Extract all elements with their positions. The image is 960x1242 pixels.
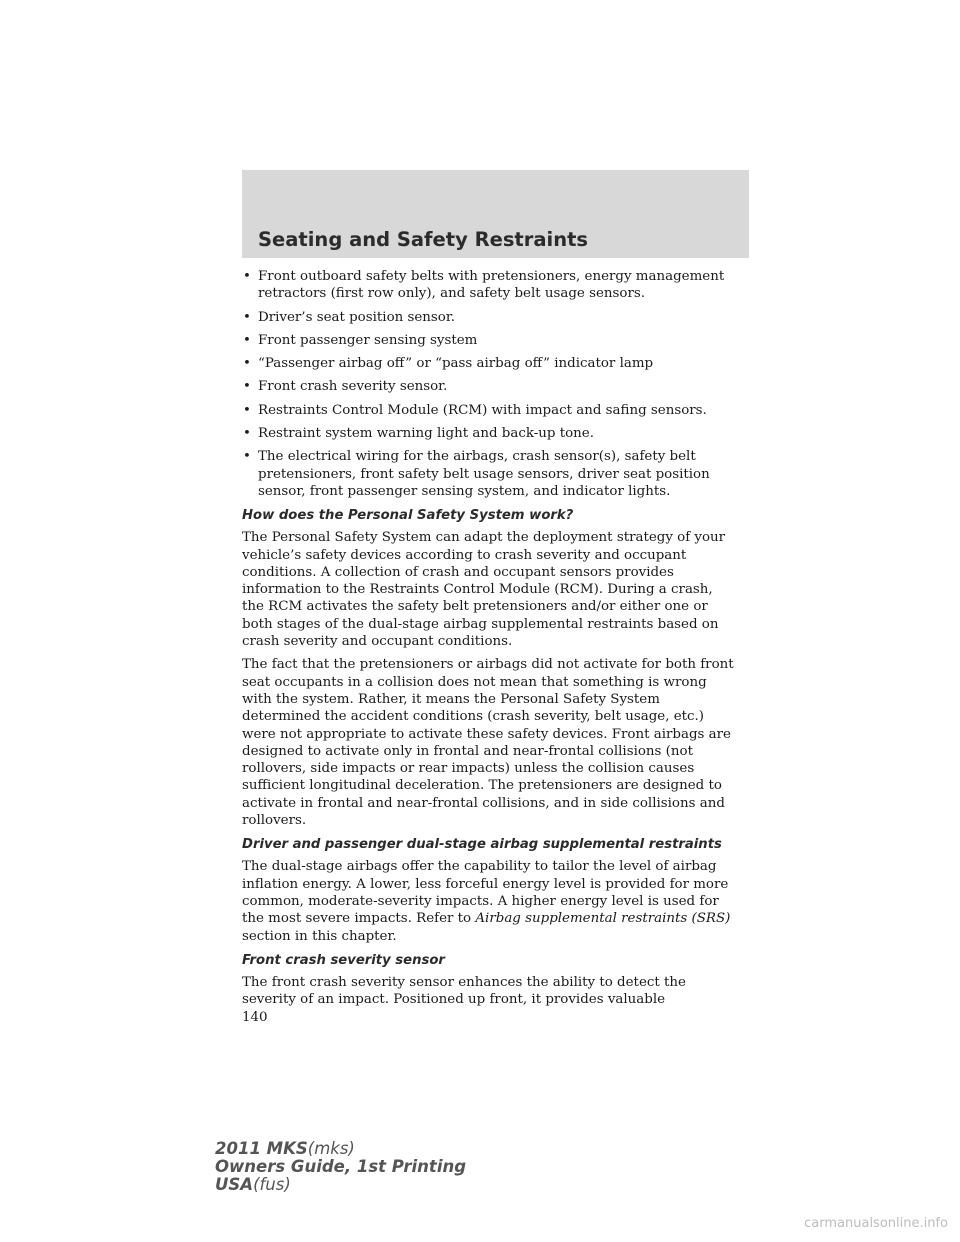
how-it-works-paragraph-2: The fact that the pretensioners or airbags did not activate for both front seat occupants in a collision does not mean that something is wrong with the system. Rather, it means the Personal Safety System determined the accident conditions (crash severity, belt usage, etc.) were not appropriate to activate these safety devices. Front airbags are designed to activate only in frontal and near-frontal collisions (not rollovers, side impacts or rear impacts) unless the collision causes sufficient longitudinal deceleration. The pretensioners are designed to activate in frontal and near-frontal collisions, and in side collisions and rollovers. (242, 657, 734, 829)
bullet-icon: • (243, 332, 251, 348)
footer-line-1: 2011 MKS(mks) (215, 1139, 355, 1158)
list-item: • Front outboard safety belts with pretensioners, energy management retractors (first row only), and safety belt usage sensors. (243, 269, 725, 302)
list-item: • “Passenger airbag off” or “pass airbag off” indicator lamp (243, 356, 654, 372)
bullet-icon: • (243, 269, 251, 284)
dual-stage-heading: Driver and passenger dual-stage airbag supplemental restraints (242, 837, 722, 853)
list-item: • Restraints Control Module (RCM) with impact and safing sensors. (243, 402, 707, 418)
site-watermark: carmanualsonline.info (804, 1216, 948, 1231)
srs-section-reference: Airbag supplemental restraints (SRS) (475, 911, 731, 927)
list-item: • Driver’s seat position sensor. (243, 309, 456, 325)
list-item: • Front passenger sensing system (243, 332, 478, 348)
page-content (242, 268, 734, 1026)
page-number: 140 (242, 1010, 268, 1026)
footer-line-2: Owners Guide, 1st Printing (215, 1157, 467, 1176)
footer-line-3: USA(fus) (215, 1175, 291, 1194)
bullet-icon: • (243, 309, 251, 325)
bullet-icon: • (243, 402, 251, 418)
bullet-icon: • (243, 426, 251, 442)
how-it-works-heading: How does the Personal Safety System work? (242, 508, 574, 524)
bullet-icon: • (243, 449, 251, 465)
section-title: Seating and Safety Restraints (258, 228, 589, 251)
front-crash-sensor-paragraph: The front crash severity sensor enhances the ability to detect the severity of an impact. Positioned up front, it provides valuable (242, 974, 686, 1008)
front-crash-sensor-heading: Front crash severity sensor (242, 952, 445, 968)
list-item: • The electrical wiring for the airbags, crash sensor(s), safety belt pretensioners, front safety belt usage sensors, driver seat position sensor, front passenger sensing system, and indicator lights. (243, 449, 710, 499)
bullet-icon: • (243, 379, 251, 395)
how-it-works-paragraph-1: The Personal Safety System can adapt the deployment strategy of your vehicle’s safety devices according to crash severity and occupant conditions. A collection of crash and occupant sensors provides information to the Restraints Control Module (RCM). During a crash, the RCM activates the safety belt pretensioners and/or either one or both stages of the dual-stage airbag supplemental restraints based on crash severity and occupant conditions. (242, 530, 726, 650)
print-footer (215, 1140, 466, 1194)
bullet-icon: • (243, 356, 251, 372)
component-list (242, 268, 734, 500)
list-item: • Front crash severity sensor. (243, 379, 448, 395)
dual-stage-paragraph: The dual-stage airbags offer the capability to tailor the level of airbag inflation energy. A lower, less forceful energy level is provided for more common, moderate-severity impacts. A higher energy level is used for the most severe impacts. Refer to Airbag supplemental restraints (SRS) section in this chapter. (242, 859, 731, 944)
list-item: • Restraint system warning light and back-up tone. (243, 426, 594, 442)
